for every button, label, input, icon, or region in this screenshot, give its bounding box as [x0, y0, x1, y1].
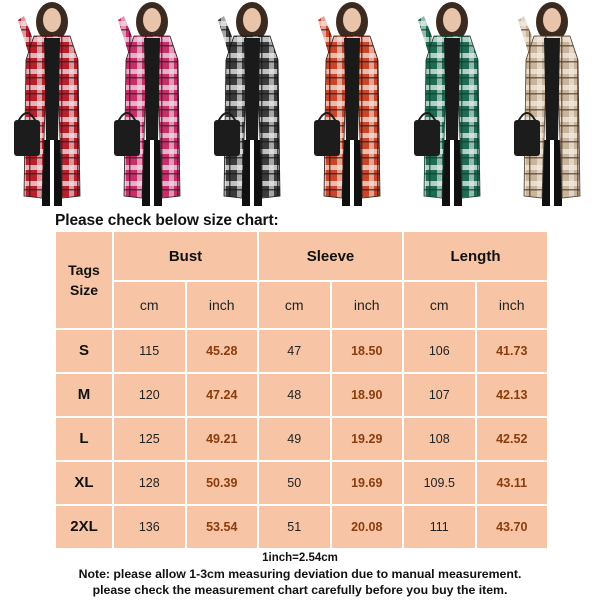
product-photo-strip — [0, 0, 600, 212]
length-cm-cell: 109.5 — [404, 462, 475, 504]
unit-header: inch — [477, 282, 548, 328]
bust-inch-cell: 53.54 — [187, 506, 258, 548]
bust-inch-cell: 49.21 — [187, 418, 258, 460]
green-plaid-coat-model-icon — [400, 0, 500, 212]
size-cell: M — [56, 374, 112, 416]
sleeve-cm-cell: 51 — [259, 506, 330, 548]
size-cell: 2XL — [56, 506, 112, 548]
check-chart-note: please check the measurement chart carefully before you buy the item. — [92, 583, 508, 597]
bust-cm-cell: 128 — [114, 462, 185, 504]
unit-header: cm — [259, 282, 330, 328]
sleeve-cm-cell: 50 — [259, 462, 330, 504]
red-white-plaid-coat-model-icon — [0, 0, 100, 212]
table-row — [56, 506, 547, 548]
unit-header-row — [56, 282, 547, 328]
bust-cm-cell: 136 — [114, 506, 185, 548]
bust-cm-cell: 125 — [114, 418, 185, 460]
unit-header: inch — [187, 282, 258, 328]
unit-header: cm — [404, 282, 475, 328]
length-cm-cell: 107 — [404, 374, 475, 416]
face-shape — [543, 8, 561, 32]
model-photo — [200, 0, 300, 212]
tags-size-header — [56, 232, 112, 328]
length-header: Length — [404, 232, 547, 280]
handbag-shape — [514, 120, 540, 156]
model-photo — [400, 0, 500, 212]
face-shape — [143, 8, 161, 32]
group-header-row — [56, 232, 547, 280]
black-white-plaid-coat-model-icon — [200, 0, 300, 212]
size-cell: L — [56, 418, 112, 460]
inner-top-shape — [344, 38, 360, 140]
sleeve-inch-cell: 18.50 — [332, 330, 403, 372]
inner-top-shape — [244, 38, 260, 140]
length-inch-cell: 42.52 — [477, 418, 548, 460]
pink-plaid-coat-model-icon — [100, 0, 200, 212]
measurement-note: Note: please allow 1-3cm measuring deviation due to manual measurement. — [78, 567, 522, 581]
table-row — [56, 374, 547, 416]
length-inch-cell: 43.70 — [477, 506, 548, 548]
length-cm-cell: 108 — [404, 418, 475, 460]
bust-inch-cell: 47.24 — [187, 374, 258, 416]
face-shape — [243, 8, 261, 32]
table-row — [56, 330, 547, 372]
face-shape — [43, 8, 61, 32]
tags-label: Tags — [68, 261, 100, 278]
bust-cm-cell: 120 — [114, 374, 185, 416]
length-inch-cell: 42.13 — [477, 374, 548, 416]
handbag-shape — [214, 120, 240, 156]
handbag-shape — [314, 120, 340, 156]
sleeve-header: Sleeve — [259, 232, 402, 280]
sleeve-inch-cell: 20.08 — [332, 506, 403, 548]
table-row — [56, 418, 547, 460]
bust-inch-cell: 50.39 — [187, 462, 258, 504]
inner-top-shape — [144, 38, 160, 140]
model-photo — [300, 0, 400, 212]
sleeve-cm-cell: 47 — [259, 330, 330, 372]
sleeve-cm-cell: 49 — [259, 418, 330, 460]
inner-top-shape — [544, 38, 560, 140]
model-photo — [0, 0, 100, 212]
handbag-shape — [114, 120, 140, 156]
table-row — [56, 462, 547, 504]
handbag-shape — [14, 120, 40, 156]
sleeve-cm-cell: 48 — [259, 374, 330, 416]
handbag-shape — [414, 120, 440, 156]
orange-red-plaid-coat-model-icon — [300, 0, 400, 212]
bust-header: Bust — [114, 232, 257, 280]
face-shape — [343, 8, 361, 32]
face-shape — [443, 8, 461, 32]
inner-top-shape — [444, 38, 460, 140]
size-chart-table — [54, 230, 549, 550]
length-inch-cell: 43.11 — [477, 462, 548, 504]
inner-top-shape — [44, 38, 60, 140]
length-inch-cell: 41.73 — [477, 330, 548, 372]
unit-header: inch — [332, 282, 403, 328]
size-label: Size — [69, 281, 98, 298]
beige-plaid-coat-model-icon — [500, 0, 600, 212]
bust-cm-cell: 115 — [114, 330, 185, 372]
sleeve-inch-cell: 18.90 — [332, 374, 403, 416]
size-chart-intro: Please check below size chart: — [55, 212, 279, 229]
sleeve-inch-cell: 19.29 — [332, 418, 403, 460]
unit-header: cm — [114, 282, 185, 328]
length-cm-cell: 106 — [404, 330, 475, 372]
unit-conversion: 1inch=2.54cm — [262, 552, 338, 564]
sleeve-inch-cell: 19.69 — [332, 462, 403, 504]
size-cell: XL — [56, 462, 112, 504]
size-cell: S — [56, 330, 112, 372]
model-photo — [100, 0, 200, 212]
model-photo — [500, 0, 600, 212]
bust-inch-cell: 45.28 — [187, 330, 258, 372]
length-cm-cell: 111 — [404, 506, 475, 548]
